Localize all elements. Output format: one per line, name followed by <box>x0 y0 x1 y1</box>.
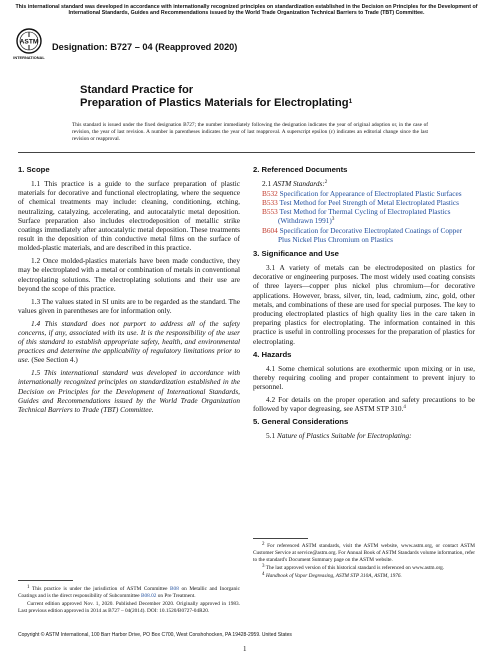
copyright-line: Copyright © ASTM International, 100 Barr Harbor Drive, PO Box C700, West Conshohocken, PA 19428-2959. United States <box>18 632 292 638</box>
paragraph-3-1: 3.1 A variety of metals can be electrodeposited on plastics for decorative or engineering purposes. The most widely used coating consists of three layers—copper plus nickel plus chromium—for decorative applications. However, brass, silver, tin, lead, cadmium, zinc, gold, other metals, and combinations of these are used for special purposes. The key to producing electroplated plastics of high quality lies in the care taken in preparing plastics for electroplating. The information contained in this practice is useful in controlling processes for the preparation of plastics for electroplating. <box>253 263 475 346</box>
svg-text:ASTM: ASTM <box>19 38 39 46</box>
footnote-2-marker: 2 <box>262 542 265 547</box>
footnotes-right <box>253 543 475 582</box>
reference-title: Test Method for Thermal Cycling of Electroplated Plastics (Withdrawn 1991) <box>277 207 451 226</box>
paragraph-5-1 <box>253 431 475 440</box>
footnote-3 <box>253 565 475 572</box>
footnote-1-text-b: on Metallic and Inorganic Coatings and is the direct responsibility of Subcommittee <box>18 586 240 599</box>
paragraph-1-5 <box>18 368 240 414</box>
title-footnote-marker: 1 <box>348 98 353 105</box>
reference-footnote-marker: 3 <box>331 217 335 223</box>
right-column <box>253 165 475 444</box>
logo-international-text: INTERNATIONAL <box>13 55 45 60</box>
referenced-documents-heading: 2. Referenced Documents <box>253 165 348 174</box>
footnote-divider-right <box>253 538 308 539</box>
reference-b604[interactable] <box>262 226 475 244</box>
title-line-2: Preparation of Plastics Materials for Electroplating <box>80 97 349 109</box>
reference-code: B532 <box>262 188 278 198</box>
footnote-3-marker: 3 <box>262 563 265 569</box>
reference-code: B553 <box>262 207 278 217</box>
paragraph-4-2 <box>253 395 475 413</box>
title-line-1: Standard Practice for <box>80 84 194 96</box>
reference-code: B604 <box>262 225 278 235</box>
scope-heading: 1. Scope <box>18 165 50 174</box>
committee-b08-link[interactable]: B08 <box>170 586 179 592</box>
reference-b532[interactable] <box>262 189 475 198</box>
paragraph-1-1: 1.1 This practice is a guide to the surface preparation of plastic materials for decorative and functional electroplating, where the sequence of chemical treatments may include: cleaning, conditioning, etching, neutralizing, catalyzing, accelerating, and autocatalytic metal deposition. Surface preparation also includes electrodeposition of metallic strike coatings immediately after autocatalytic metal deposition. These treatments result in the deposition of thin conductive metal films on the surface of molded-plastic materials, and are described in this practice. <box>18 179 240 253</box>
intro-label: ASTM Standards: <box>272 179 325 188</box>
reference-title: Specification for Appearance of Electroplated Plastic Surfaces <box>277 188 462 198</box>
section-4-reference: (See Section 4.) <box>29 355 78 365</box>
footnote-4-marker: 4 <box>403 405 406 411</box>
paragraph-4-2-text: 4.2 For details on the proper operation and safety precautions to be followed by vapor degreasing, see ASTM STP 310. <box>253 395 475 414</box>
paragraph-1-4 <box>18 319 240 365</box>
hazards-heading: 4. Hazards <box>253 349 292 359</box>
footnote-4 <box>253 573 475 580</box>
reference-title: Test Method for Peel Strength of Metal Electroplated Plastics <box>277 198 459 207</box>
intro-footnote-marker: 2 <box>324 180 328 185</box>
reference-b533[interactable] <box>262 198 475 207</box>
footnote-3-text: The last approved version of this historical standard is referenced on www.astm.org. <box>265 564 445 571</box>
footnote-2-text: For referenced ASTM standards, visit the ASTM website, www.astm.org, or contact ASTM Customer Service at service@astm.org. For Annual Book of ASTM Standards volume information, refer to the standard's Document Summary page on the ASTM website. <box>253 543 475 563</box>
footnote-1-marker: 1 <box>27 585 30 590</box>
footnote-1-text-a: This practice is under the jurisdiction of ASTM Committee <box>32 586 171 592</box>
safety-caveat: 1.4 This standard does not purport to address all of the safety concerns, if any, associated with its use. It is the responsibility of the user of this standard to establish appropriate safety, health, and environmental practices and determine the applicability of regulatory limitations prior to use. <box>18 318 240 365</box>
paragraph-5-1-title: Nature of Plastics Suitable for Electroplating: <box>276 431 412 441</box>
paragraph-5-1-number: 5.1 <box>266 431 277 441</box>
footnote-4-text: Handbook of Vapor Degreasing, ASTM STP 310A, ASTM, 1976. <box>265 573 402 580</box>
astm-standards-intro <box>253 179 475 188</box>
subcommittee-b0802-link[interactable]: B08.02 <box>141 592 157 599</box>
reference-list <box>253 189 475 244</box>
footnote-1-text-c: on Pre Treatment. <box>156 592 196 599</box>
tbt-notice: This international standard was developed in accordance with internationally recognized principles on standardization established in the Decision on Principles for the Development of International Standards, Guides and Recommendations issued by the World Trade Organization Technical Barriers to Trade (TBT) Committee. <box>15 4 478 17</box>
footnote-4-marker: 4 <box>262 572 265 578</box>
reference-code: B533 <box>262 198 278 207</box>
general-considerations-heading: 5. General Considerations <box>253 417 349 427</box>
left-column <box>18 165 240 418</box>
tbt-statement: 1.5 This international standard was developed in accordance with internationally recognized principles on standardization established in the Decision on Principles for the Development of International Standards, Guides and Recommendations issued by the World Trade Organization Technical Barriers to Trade (TBT) Committee. <box>18 368 240 415</box>
paragraph-1-2: 1.2 Once molded-plastics materials have been made conductive, they may be electroplated with a metal or combination of metals in conventional electroplating solutions. The electroplating solutions and their use are beyond the scope of this practice. <box>18 256 240 293</box>
footnote-2 <box>253 543 475 563</box>
document-title <box>80 84 352 110</box>
header-divider <box>18 152 475 153</box>
reference-b553[interactable] <box>262 207 475 225</box>
paragraph-4-1: 4.1 Some chemical solutions are exothermic upon mixing or in use, thereby requiring cooling and proper containment to prevent injury to personnel. <box>253 363 475 392</box>
section-scope <box>18 165 240 175</box>
designation: Designation: B727 – 04 (Reapproved 2020) <box>52 42 238 52</box>
footnote-divider-left <box>18 580 73 581</box>
page-number: 1 <box>243 645 247 653</box>
intro-number: 2.1 <box>262 179 273 188</box>
edition-note: Current edition approved Nov. 1, 2020. Published December 2020. Originally approved in 1983. Last previous edition approved in 2014 as B727 – 04(2014). DOI: 10.1520/B0727-04R20. <box>18 601 240 614</box>
paragraph-1-3: 1.3 The values stated in SI units are to be regarded as the standard. The values given in parentheses are for information only. <box>18 296 240 315</box>
issue-statement: This standard is issued under the fixed designation B727; the number immediately following the designation indicates the year of original adoption or, in the case of revision, the year of last revision. A number in parentheses indicates the year of last reapproval. A superscript epsilon (ε) indicates an editorial change since the last revision or reapproval. <box>72 122 428 142</box>
reference-title: Specification for Decorative Electroplated Coatings of Copper Plus Nickel Plus Chromium on Plastics <box>277 225 462 244</box>
significance-heading: 3. Significance and Use <box>253 249 339 259</box>
astm-logo <box>13 28 45 68</box>
footnote-1 <box>18 586 240 600</box>
footnotes-left <box>18 586 240 616</box>
